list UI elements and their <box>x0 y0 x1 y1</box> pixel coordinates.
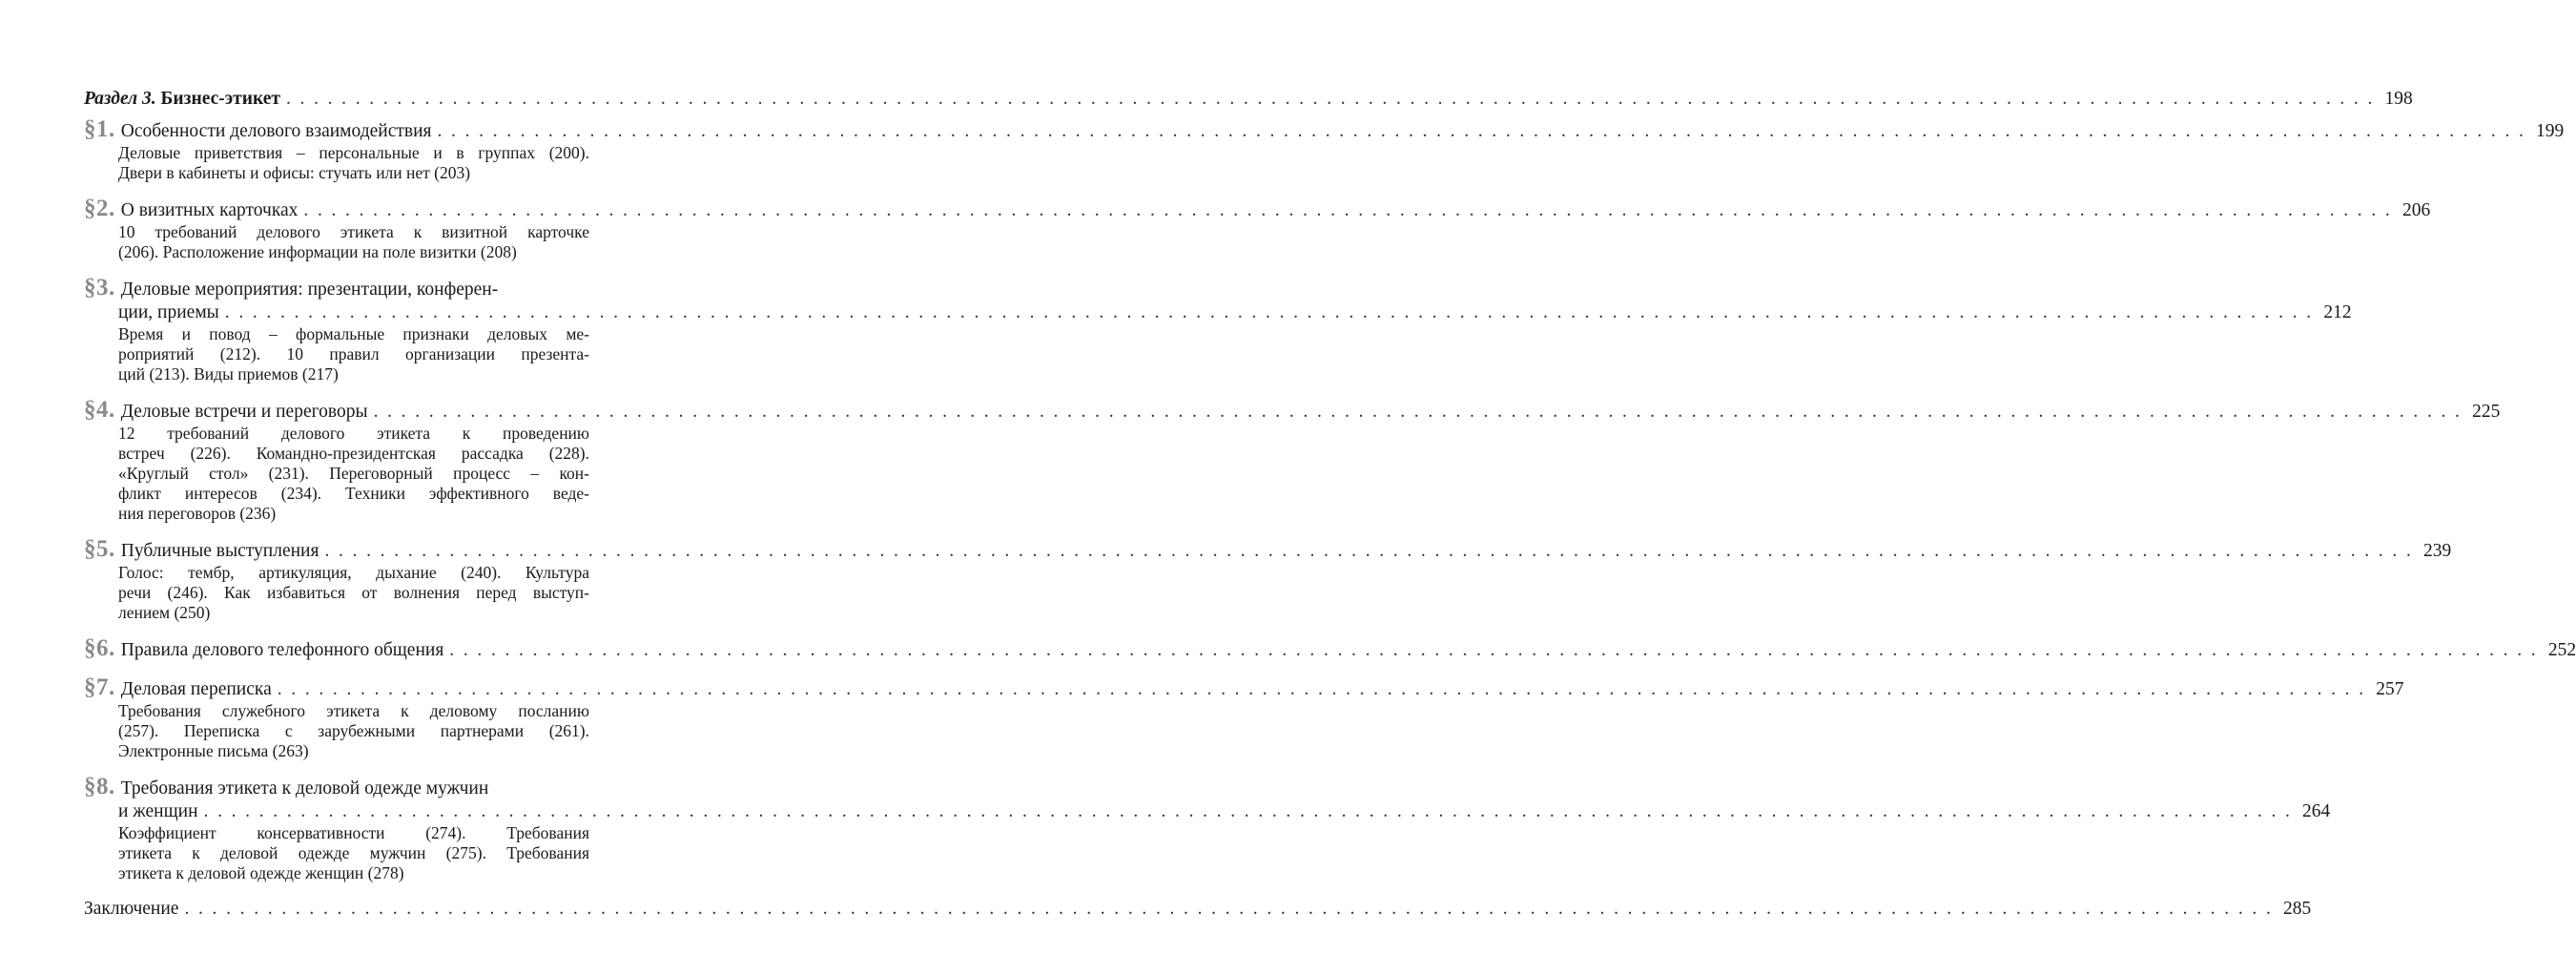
subtopic-line: речи (246). Как избавиться от волнения перед выступ- <box>118 583 589 602</box>
section-title: Деловая переписка <box>120 679 272 699</box>
page-number: 264 <box>2302 801 2331 821</box>
subtopic-line: (206). Расположение информации на поле визитки (208) <box>118 242 517 261</box>
subtopic-line: Требования служебного этикета к деловому посланию <box>118 701 589 720</box>
toc-entry <box>84 116 2565 183</box>
section-title: Деловые встречи и переговоры <box>120 402 368 422</box>
dot-leader <box>225 301 2314 324</box>
subtopic-line: Двери в кабинеты и офисы: стучать или нет (203) <box>118 163 471 182</box>
page-number: 206 <box>2401 200 2431 220</box>
subtopic-line: Голос: тембр, артикуляция, дыхание (240). Культура <box>118 563 589 582</box>
section-number: §2. <box>84 196 115 221</box>
section-subtopics <box>84 143 589 183</box>
toc-entry <box>84 397 2501 524</box>
toc-entry <box>84 635 2576 662</box>
section-number: §1. <box>84 116 115 142</box>
subtopic-line: роприятий (212). 10 правил организации презента- <box>118 344 589 363</box>
subtopic-line: (257). Переписка с зарубежными партнерами (261). <box>118 721 589 740</box>
subtopic-line: Коэффициент консервативности (274). Требования <box>118 823 589 842</box>
dot-leader <box>286 88 2375 111</box>
section-title: Правила делового телефонного общения <box>120 640 444 660</box>
part-title: Бизнес-этикет <box>160 89 280 109</box>
subtopic-line: Электронные письма (263) <box>118 741 309 760</box>
subtopic-line: ций (213). Виды приемов (217) <box>118 364 339 384</box>
closing-entry <box>84 898 2312 921</box>
section-title: О визитных карточках <box>120 200 299 220</box>
section-title: Требования этикета к деловой одежде мужчин <box>120 778 489 798</box>
section-title: Публичные выступления <box>120 541 319 561</box>
subtopic-line: этикета к деловой одежде женщин (278) <box>118 863 404 882</box>
section-subtopics <box>84 563 589 623</box>
dot-leader <box>324 540 2413 563</box>
part-heading <box>84 88 2413 111</box>
section-number: §7. <box>84 674 115 700</box>
page-number: 199 <box>2536 121 2565 141</box>
dot-leader <box>204 800 2293 823</box>
dot-leader <box>278 678 2366 701</box>
section-subtopics <box>84 823 589 883</box>
section-subtopics <box>84 222 589 262</box>
section-number: §5. <box>84 536 115 562</box>
section-subtopics <box>84 424 589 524</box>
toc-entry <box>84 774 2331 883</box>
dot-leader <box>374 401 2463 424</box>
section-title: Деловые мероприятия: презентации, конферен- <box>120 280 499 300</box>
subtopic-line: 10 требований делового этикета к визитной карточке <box>118 222 589 241</box>
subtopic-line: 12 требований делового этикета к проведению <box>118 424 589 443</box>
subtopic-line: Время и повод – формальные признаки деловых ме- <box>118 324 589 343</box>
section-list <box>84 116 2576 883</box>
section-subtopics <box>84 701 589 761</box>
toc-entry <box>84 196 2431 262</box>
section-number: §6. <box>84 635 115 661</box>
subtopic-line: лением (250) <box>118 603 211 622</box>
subtopic-line: этикета к деловой одежде мужчин (275). Требования <box>118 843 589 862</box>
page-number: 239 <box>2422 541 2452 561</box>
page-number: 212 <box>2323 302 2352 322</box>
subtopic-line: Деловые приветствия – персональные и в группах (200). <box>118 143 589 162</box>
subtopic-line: встреч (226). Командно-президентская рассадка (228). <box>118 444 589 463</box>
dot-leader <box>438 120 2526 143</box>
dot-leader <box>184 898 2273 921</box>
page-number: 225 <box>2472 402 2501 422</box>
toc-entry <box>84 536 2452 623</box>
section-number: §3. <box>84 275 115 301</box>
dot-leader <box>303 199 2392 222</box>
page-number: 198 <box>2384 89 2413 109</box>
subtopic-line: «Круглый стол» (231). Переговорный процесс – кон- <box>118 464 589 483</box>
subtopic-line: фликт интересов (234). Техники эффективного веде- <box>118 484 589 503</box>
part-label: Раздел 3. <box>84 89 156 109</box>
section-number: §8. <box>84 774 115 799</box>
section-title: и женщин <box>118 801 198 821</box>
page-number: 257 <box>2376 679 2404 699</box>
toc-entry <box>84 275 2352 384</box>
page-number: 252 <box>2547 640 2576 660</box>
closing-title: Заключение <box>84 899 179 919</box>
section-subtopics <box>84 324 589 384</box>
dot-leader <box>449 639 2538 662</box>
section-number: §4. <box>84 397 115 423</box>
section-title: Особенности делового взаимодействия <box>120 121 432 141</box>
subtopic-line: ния переговоров (236) <box>118 504 277 523</box>
section-title: ции, приемы <box>118 302 219 322</box>
page-number: 285 <box>2282 899 2312 919</box>
toc-entry <box>84 674 2404 761</box>
